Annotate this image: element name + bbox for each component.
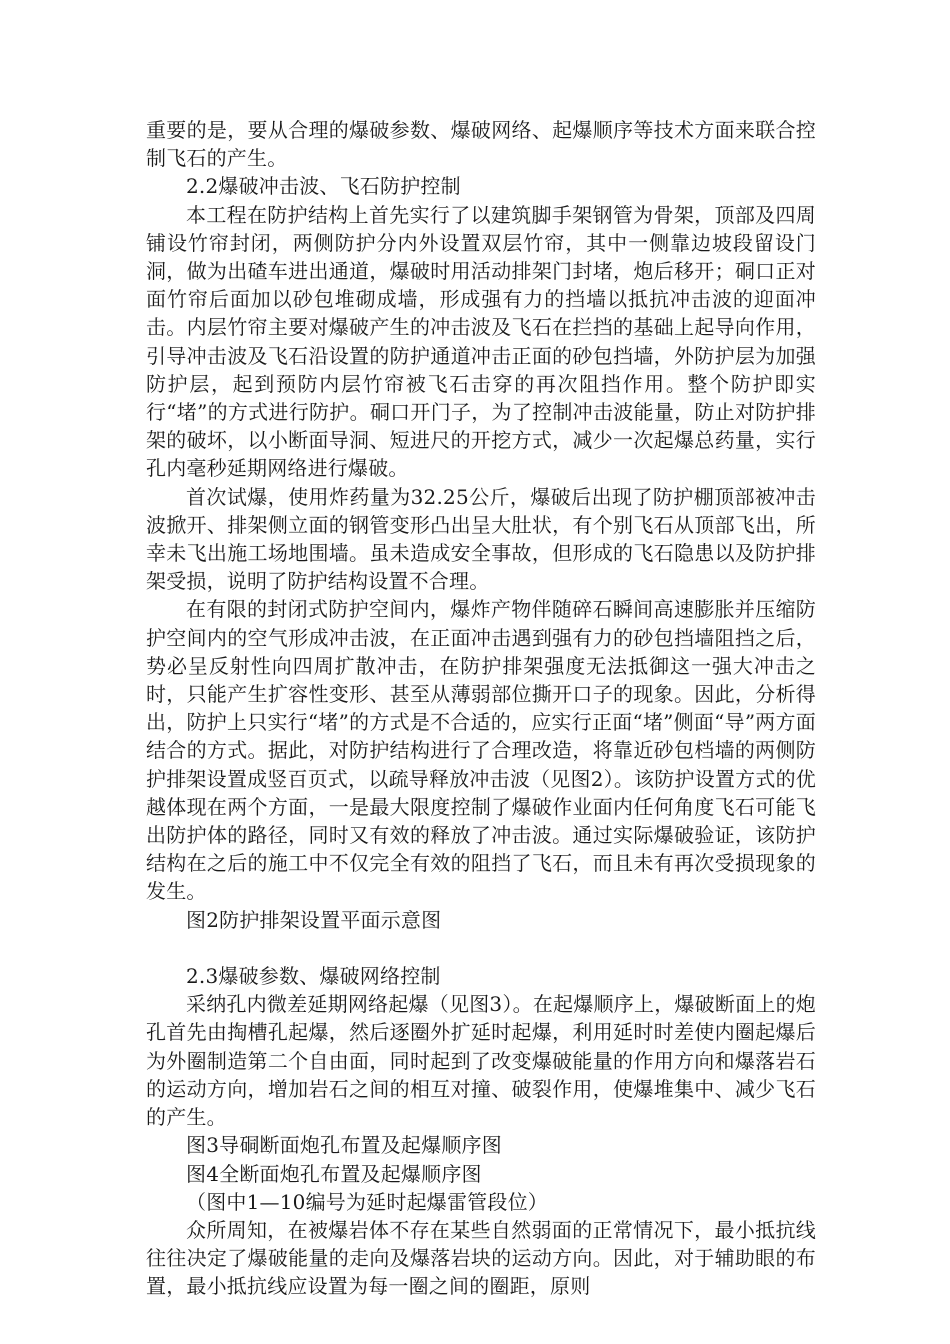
paragraph-burden: 众所周知，在被爆岩体不存在某些自然弱面的正常情况下，最小抵抗线往往决定了爆破能量的走向及爆落岩块的运动方向。因此，对于辅助眼的布置，最小抵抗线应设置为每一圈之间的圈距，原则 bbox=[146, 1217, 816, 1299]
paragraph-analysis: 在有限的封闭式防护空间内，爆炸产物伴随碎石瞬间高速膨胀并压缩防护空间内的空气形成冲击波，在正面冲击遇到强有力的砂包挡墙阻挡之后，势必呈反射性向四周扩散冲击，在防护排架强度无法抵御这一强大冲击之时，只能产生扩容性变形、甚至从薄弱部位撕开口子的现象。因此，分析得出，防护上只实行“堵”的方式是不合适的，应实行正面“堵”侧面“导”两方面结合的方式。据此，对防护结构进行了合理改造，将靠近砂包档墙的两侧防护排架设置成竖百页式，以疏导释放冲击波（见图2）。该防护设置方式的优越体现在两个方面，一是最大限度控制了爆破作业面内任何角度飞石可能飞出防护体的路径，同时又有效的释放了冲击波。通过实际爆破验证，该防护结构在之后的施工中不仅完全有效的阻挡了飞石，而且未有再次受损现象的发生。 bbox=[146, 597, 816, 904]
figure-caption-2: 图2防护排架设置平面示意图 bbox=[186, 907, 442, 932]
document-body bbox=[146, 116, 816, 1301]
paragraph-intro: 重要的是，要从合理的爆破参数、爆破网络、起爆顺序等技术方面来联合控制飞石的产生。 bbox=[146, 118, 816, 171]
figure-caption-4: 图4全断面炮孔布置及起爆顺序图 bbox=[186, 1161, 482, 1186]
paragraph-first-test: 首次试爆，使用炸药量为32.25公斤，爆破后出现了防护棚顶部被冲击波掀开、排架侧立面的钢管变形凸出呈大肚状，有个别飞石从顶部飞出，所幸未飞出施工场地围墙。虽未造成安全事故，但形成的飞石隐患以及防护排架受损，说明了防护结构设置不合理。 bbox=[146, 484, 816, 594]
section-heading-2-2: 2.2爆破冲击波、飞石防护控制 bbox=[186, 174, 461, 199]
paragraph-protection-structure: 本工程在防护结构上首先实行了以建筑脚手架钢管为骨架，顶部及四周铺设竹帘封闭，两侧防护分内外设置双层竹帘，其中一侧靠边坡段留设门洞，做为出碴车进出通道，爆破时用活动排架门封堵，炮后移开；硐口正对面竹帘后面加以砂包堆砌成墙，形成强有力的挡墙以抵抗冲击波的迎面冲击。内层竹帘主要对爆破产生的冲击波及飞石在拦挡的基础上起导向作用，引导冲击波及飞石沿设置的防护通道冲击正面的砂包挡墙，外防护层为加强防护层，起到预防内层竹帘被飞石击穿的再次阻挡作用。整个防护即实行“堵”的方式进行防护。硐口开门子，为了控制冲击波能量，防止对防护排架的破坏，以小断面导洞、短进尺的开挖方式，减少一次起爆总药量，实行孔内毫秒延期网络进行爆破。 bbox=[146, 202, 816, 481]
blank-line bbox=[146, 934, 816, 962]
paragraph-network: 采纳孔内微差延期网络起爆（见图3）。在起爆顺序上，爆破断面上的炮孔首先由掏槽孔起爆，然后逐圈外扩延时起爆，利用延时时差使内圈起爆后为外圈制造第二个自由面，同时起到了改变爆破能量的作用方向和爆落岩石的运动方向，增加岩石之间的相互对撞、破裂作用，使爆堆集中、减少飞石的产生。 bbox=[146, 992, 816, 1130]
section-heading-2-3: 2.3爆破参数、爆破网络控制 bbox=[186, 964, 441, 989]
figure-note: （图中1—10编号为延时起爆雷管段位） bbox=[186, 1189, 548, 1214]
figure-caption-3: 图3导硐断面炮孔布置及起爆顺序图 bbox=[186, 1133, 502, 1158]
